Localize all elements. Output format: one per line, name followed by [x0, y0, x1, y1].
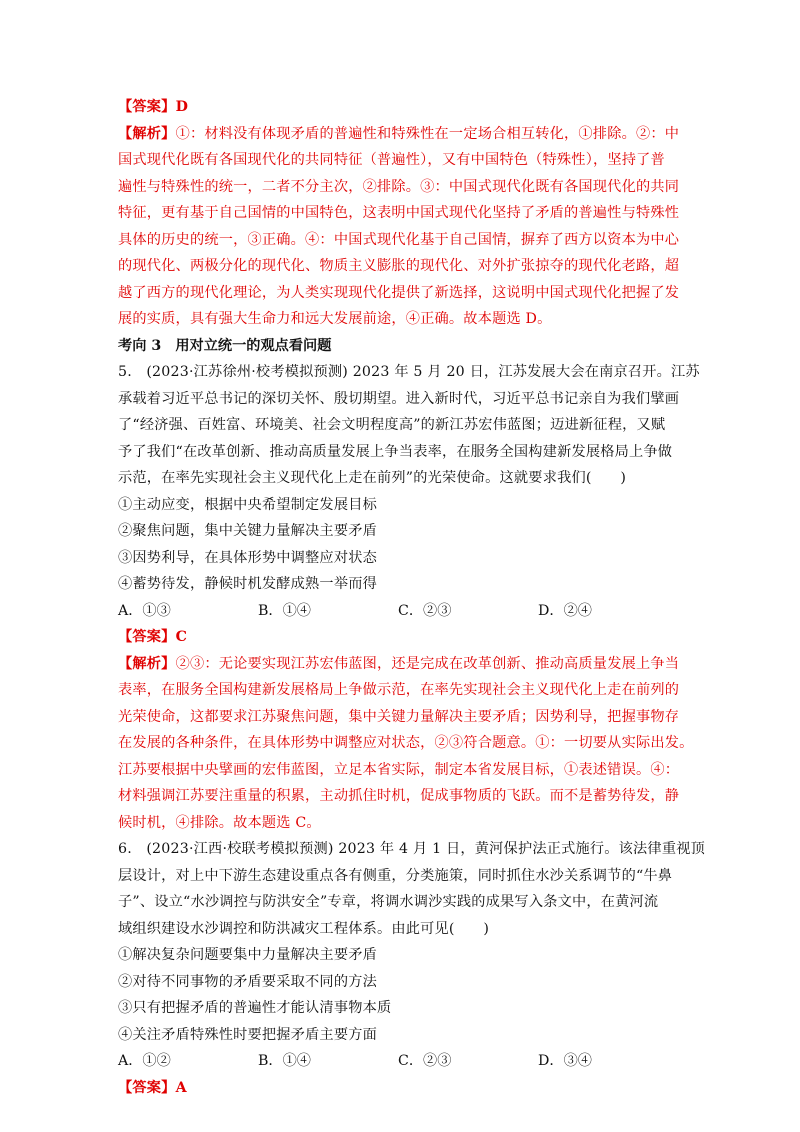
question-stem-line: 域组织建设水沙调控和防洪减灾工程体系。由此可见( ) — [118, 920, 490, 937]
analysis-text-line: ①：材料没有体现矛盾的普遍性和特殊性在一定场合相互转化，①排除。②：中 — [175, 125, 680, 142]
answer-label: 【答案】 — [118, 629, 176, 645]
question-stem-line: 予了我们“在改革创新、推动高质量发展上争当表率，在服务全国构建新发展格局上争做 — [118, 443, 673, 460]
analysis-text-line: 候时机，④排除。故本题选 C。 — [118, 814, 321, 831]
question-stem-line: 层设计，对上中下游生态建设重点各有侧重，分类施策，同时抓住水沙关系调节的“牛鼻 — [118, 867, 673, 884]
option-d: D．②④ — [538, 602, 592, 619]
option-d: D．③④ — [538, 1053, 592, 1069]
document-page — [118, 94, 705, 1101]
analysis-text-line: 材料强调江苏要注重量的积累，主动抓住时机，促成事物质的飞跃。而不是蓄势待发，静 — [118, 788, 680, 804]
question-stem-line: 6. (2023·江西·校联考模拟预测) 2023 年 4 月 1 日，黄河保护法正式施行。该法律重视顶 — [118, 841, 705, 857]
option-c: C．②③ — [398, 602, 452, 619]
question-5 — [118, 359, 700, 836]
analysis-text-line: 光荣使命，这都要求江苏聚焦问题，集中关键力量解决主要矛盾；因势利导，把握事物存 — [118, 708, 680, 725]
answer-value: A — [175, 1079, 187, 1096]
question-stem-line: 承载着习近平总书记的深切关怀、殷切期望。进入新时代，习近平总书记亲自为我们擘画 — [118, 390, 680, 407]
analysis-text-line: ②③：无论要实现江苏宏伟蓝图，还是完成在改革创新、推动高质量发展上争当 — [175, 655, 680, 672]
statement-item: ②对待不同事物的矛盾要采取不同的方法 — [118, 973, 377, 990]
question-stem-line: 5. (2023·江苏徐州·校考模拟预测) 2023 年 5 月 20 日，江苏发展大会在南京召开。江苏 — [118, 364, 700, 380]
question-stem-line: 了“经济强、百姓富、环境美、社会文明程度高”的新江苏宏伟蓝图；迈进新征程，又赋 — [118, 417, 666, 433]
analysis-text-line: 具体的历史的统一，③正确。④：中国式现代化基于自己国情，摒弃了西方以资本为中心 — [118, 231, 680, 248]
analysis-label: 【解析】 — [118, 125, 176, 142]
answer-value: C — [175, 629, 188, 645]
answer-line-q4 — [118, 94, 688, 121]
analysis-label: 【解析】 — [118, 655, 176, 672]
analysis-text-line: 表率，在服务全国构建新发展格局上争做示范，在率先实现社会主义现代化上走在前列的 — [118, 682, 680, 698]
option-b: B．①④ — [258, 602, 311, 619]
question-stem-line: 子”、设立“水沙调控与防洪安全”专章，将调水调沙实践的成果写入条文中，在黄河流 — [118, 894, 659, 910]
analysis-text-line: 展的实质，具有强大生命力和远大发展前途，④正确。故本题选 D。 — [118, 311, 552, 327]
analysis-text-line: 江苏要根据中央擘画的宏伟蓝图，立足本省实际，制定本省发展目标，①表述错误。④： — [118, 761, 680, 778]
answer-label: 【答案】 — [118, 1079, 176, 1096]
analysis-text-line: 在发展的各种条件，在具体形势中调整应对状态，②③符合题意。①：一切要从实际出发。 — [118, 735, 694, 751]
analysis-q5 — [118, 651, 694, 837]
answer-line-q6 — [118, 1075, 688, 1102]
answer-options — [118, 1048, 688, 1075]
statement-item: ①主动应变，根据中央希望制定发展目标 — [118, 496, 377, 513]
option-a: A．①② — [118, 1053, 171, 1069]
answer-options — [118, 598, 688, 625]
analysis-text-line: 特征，更有基于自己国情的中国特色，这表明中国式现代化坚持了矛盾的普遍性与特殊性 — [118, 205, 680, 221]
answer-label: 【答案】 — [118, 99, 176, 115]
statement-item: ③只有把握矛盾的普遍性才能认清事物本质 — [118, 1000, 392, 1016]
statement-item: ③因势利导，在具体形势中调整应对状态 — [118, 549, 377, 566]
option-a: A．①③ — [118, 602, 171, 619]
option-c: C．②③ — [398, 1053, 452, 1069]
question-6 — [118, 836, 705, 1101]
analysis-text-line: 的现代化、两极分化的现代化、物质主义膨胀的现代化、对外扩张掠夺的现代化老路，超 — [118, 258, 680, 274]
analysis-text-line: 越了西方的现代化理论，为人类实现现代化提供了新选择，这说明中国式现代化把握了发 — [118, 284, 680, 301]
statement-item: ④蓄势待发，静候时机发酵成熟一举而得 — [118, 576, 377, 592]
statement-item: ④关注矛盾特殊性时要把握矛盾主要方面 — [118, 1026, 377, 1043]
section-heading: 考向 3 用对立统一的观点看问题 — [118, 337, 332, 354]
statement-item: ②聚焦问题，集中关键力量解决主要矛盾 — [118, 523, 377, 539]
option-b: B．①④ — [258, 1053, 311, 1069]
analysis-q4 — [118, 121, 688, 333]
analysis-text-line: 国式现代化既有各国现代化的共同特征（普遍性），又有中国特色（特殊性），坚持了普 — [118, 152, 665, 168]
answer-line-q5 — [118, 624, 688, 651]
question-stem-line: 示范，在率先实现社会主义现代化上走在前列”的光荣使命。这就要求我们( ) — [118, 470, 627, 486]
answer-value: D — [175, 99, 189, 115]
statement-item: ①解决复杂问题要集中力量解决主要矛盾 — [118, 947, 377, 963]
analysis-text-line: 遍性与特殊性的统一，二者不分主次，②排除。③：中国式现代化既有各国现代化的共同 — [118, 178, 680, 195]
